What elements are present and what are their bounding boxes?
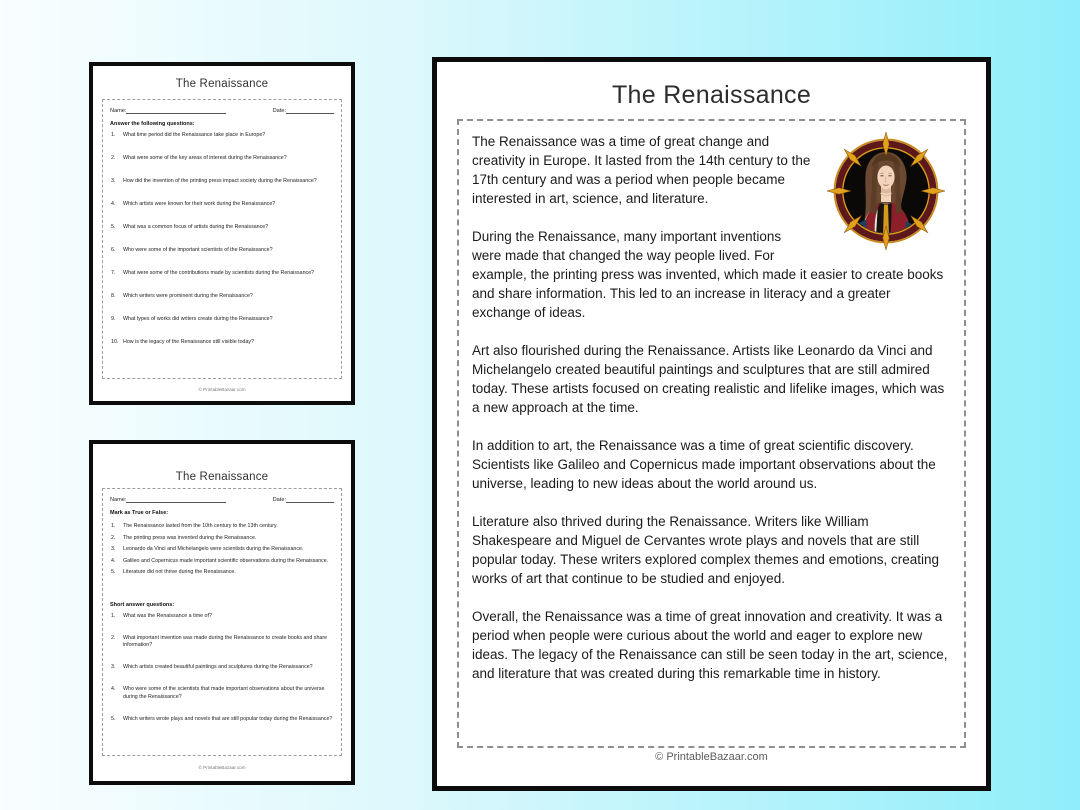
short-answer-item: What important invention was made during the Renaissance to create books and share information? <box>123 634 328 648</box>
copyright-footer: © PrintableBazaar.com <box>198 765 246 770</box>
date-label: Date: <box>272 497 286 503</box>
reading-passage-page <box>432 57 991 791</box>
worksheet-title: The Renaissance <box>175 471 269 483</box>
name-blank-line <box>126 496 226 503</box>
question-item: What was a common focus of artists during the Renaissance? <box>123 224 269 230</box>
page-title: The Renaissance <box>611 81 812 109</box>
true-false-item: Galileo and Copernicus made important scientific observations during the Renaissance. <box>123 557 329 564</box>
section-header: Answer the following questions: <box>110 121 195 127</box>
question-item: What time period did the Renaissance take place in Europe? <box>123 132 266 138</box>
true-false-item: Leonardo da Vinci and Michelangelo were scientists during the Renaissance. <box>123 546 304 552</box>
name-blank-line <box>126 107 226 114</box>
short-answer-item: Which artists created beautiful paintings and sculptures during the Renaissance? <box>123 664 313 670</box>
copyright-footer: © PrintableBazaar.com <box>198 387 246 392</box>
true-false-header: Mark as True or False: <box>110 510 169 516</box>
worksheet-dashed-frame <box>102 488 342 756</box>
worksheet-page-truefalse <box>89 440 355 785</box>
question-item: Which writers were prominent during the Renaissance? <box>123 293 253 299</box>
passage-paragraph: Literature also thrived during the Renaissance. Writers like William Shakespeare and Miguel de Cervantes wrote plays and novels that are still popular today. These writers explored complex themes and emotions, creating works of art that continue to be studied and enjoyed. <box>472 514 939 586</box>
true-false-item: The Renaissance lasted from the 10th century to the 13th century. <box>123 523 278 529</box>
name-date-row <box>110 495 334 503</box>
short-answer-item: Who were some of the scientists that made important observations about the universe during the Renaissance? <box>123 686 325 700</box>
worksheet-dashed-frame <box>102 99 342 379</box>
question-item: What were some of the contributions made by scientists during the Renaissance? <box>123 270 315 276</box>
worksheet-title: The Renaissance <box>175 78 269 90</box>
date-blank-line <box>286 496 334 503</box>
name-label: Name: <box>110 497 127 503</box>
copyright-footer: © PrintableBazaar.com <box>655 751 768 763</box>
question-item: What were some of the key areas of interest during the Renaissance? <box>123 155 287 161</box>
true-false-item: The printing press was invented during the Renaissance. <box>123 534 257 541</box>
true-false-list <box>110 521 334 579</box>
short-answer-list <box>110 613 334 724</box>
short-answer-item: Which writers wrote plays and novels that are still popular today during the Renaissance? <box>123 715 333 722</box>
passage-dashed-frame <box>457 119 966 748</box>
passage-paragraph: In addition to art, the Renaissance was a time of great scientific discovery. Scientists like Galileo and Copernicus made important observations about the universe, leading to new ideas about the world around us. <box>472 438 936 491</box>
short-answer-item: What was the Renaissance a time of? <box>123 612 212 619</box>
passage-paragraph: Overall, the Renaissance was a time of great innovation and creativity. It was a period when people were curious about the world and eager to explore new ideas. The legacy of the Renaissance can still be seen today in the art, science, and literature that was created during this remarkable time in history. <box>472 609 948 681</box>
passage-paragraph: During the Renaissance, many important inventions were made that changed the way people lived. For example, the printing press was invented, which made it easier to create books and share information. This led to an increase in literacy and a greater exchange of ideas. <box>472 229 944 320</box>
question-item: Which artists were known for their work during the Renaissance? <box>123 201 276 207</box>
true-false-item: Literature did not thrive during the Renaissance. <box>123 569 236 575</box>
worksheet-page-questions <box>89 62 355 405</box>
date-label: Date: <box>272 108 286 114</box>
name-label: Name: <box>110 108 127 114</box>
short-answer-header: Short answer questions: <box>110 601 175 608</box>
passage-paragraph: The Renaissance was a time of great change and creativity in Europe. It lasted from the 14th century to the 17th century and was a period when people became interested in art, science, and literature. <box>472 134 811 206</box>
date-blank-line <box>286 107 334 114</box>
question-item: How is the legacy of the Renaissance still visible today? <box>123 339 255 345</box>
name-date-row <box>110 106 334 114</box>
renaissance-portrait-emblem <box>821 132 951 254</box>
question-list <box>110 132 334 346</box>
question-item: How did the invention of the printing press impact society during the Renaissance? <box>123 178 317 184</box>
question-item: Who were some of the important scientists of the Renaissance? <box>123 247 273 253</box>
question-item: What types of works did writers create during the Renaissance? <box>123 316 273 322</box>
passage-paragraph: Art also flourished during the Renaissance. Artists like Leonardo da Vinci and Michelangelo created beautiful paintings and sculptures that are still admired today. These artists focused on creating realistic and lifelike images, which was a new approach at the time. <box>472 343 945 415</box>
